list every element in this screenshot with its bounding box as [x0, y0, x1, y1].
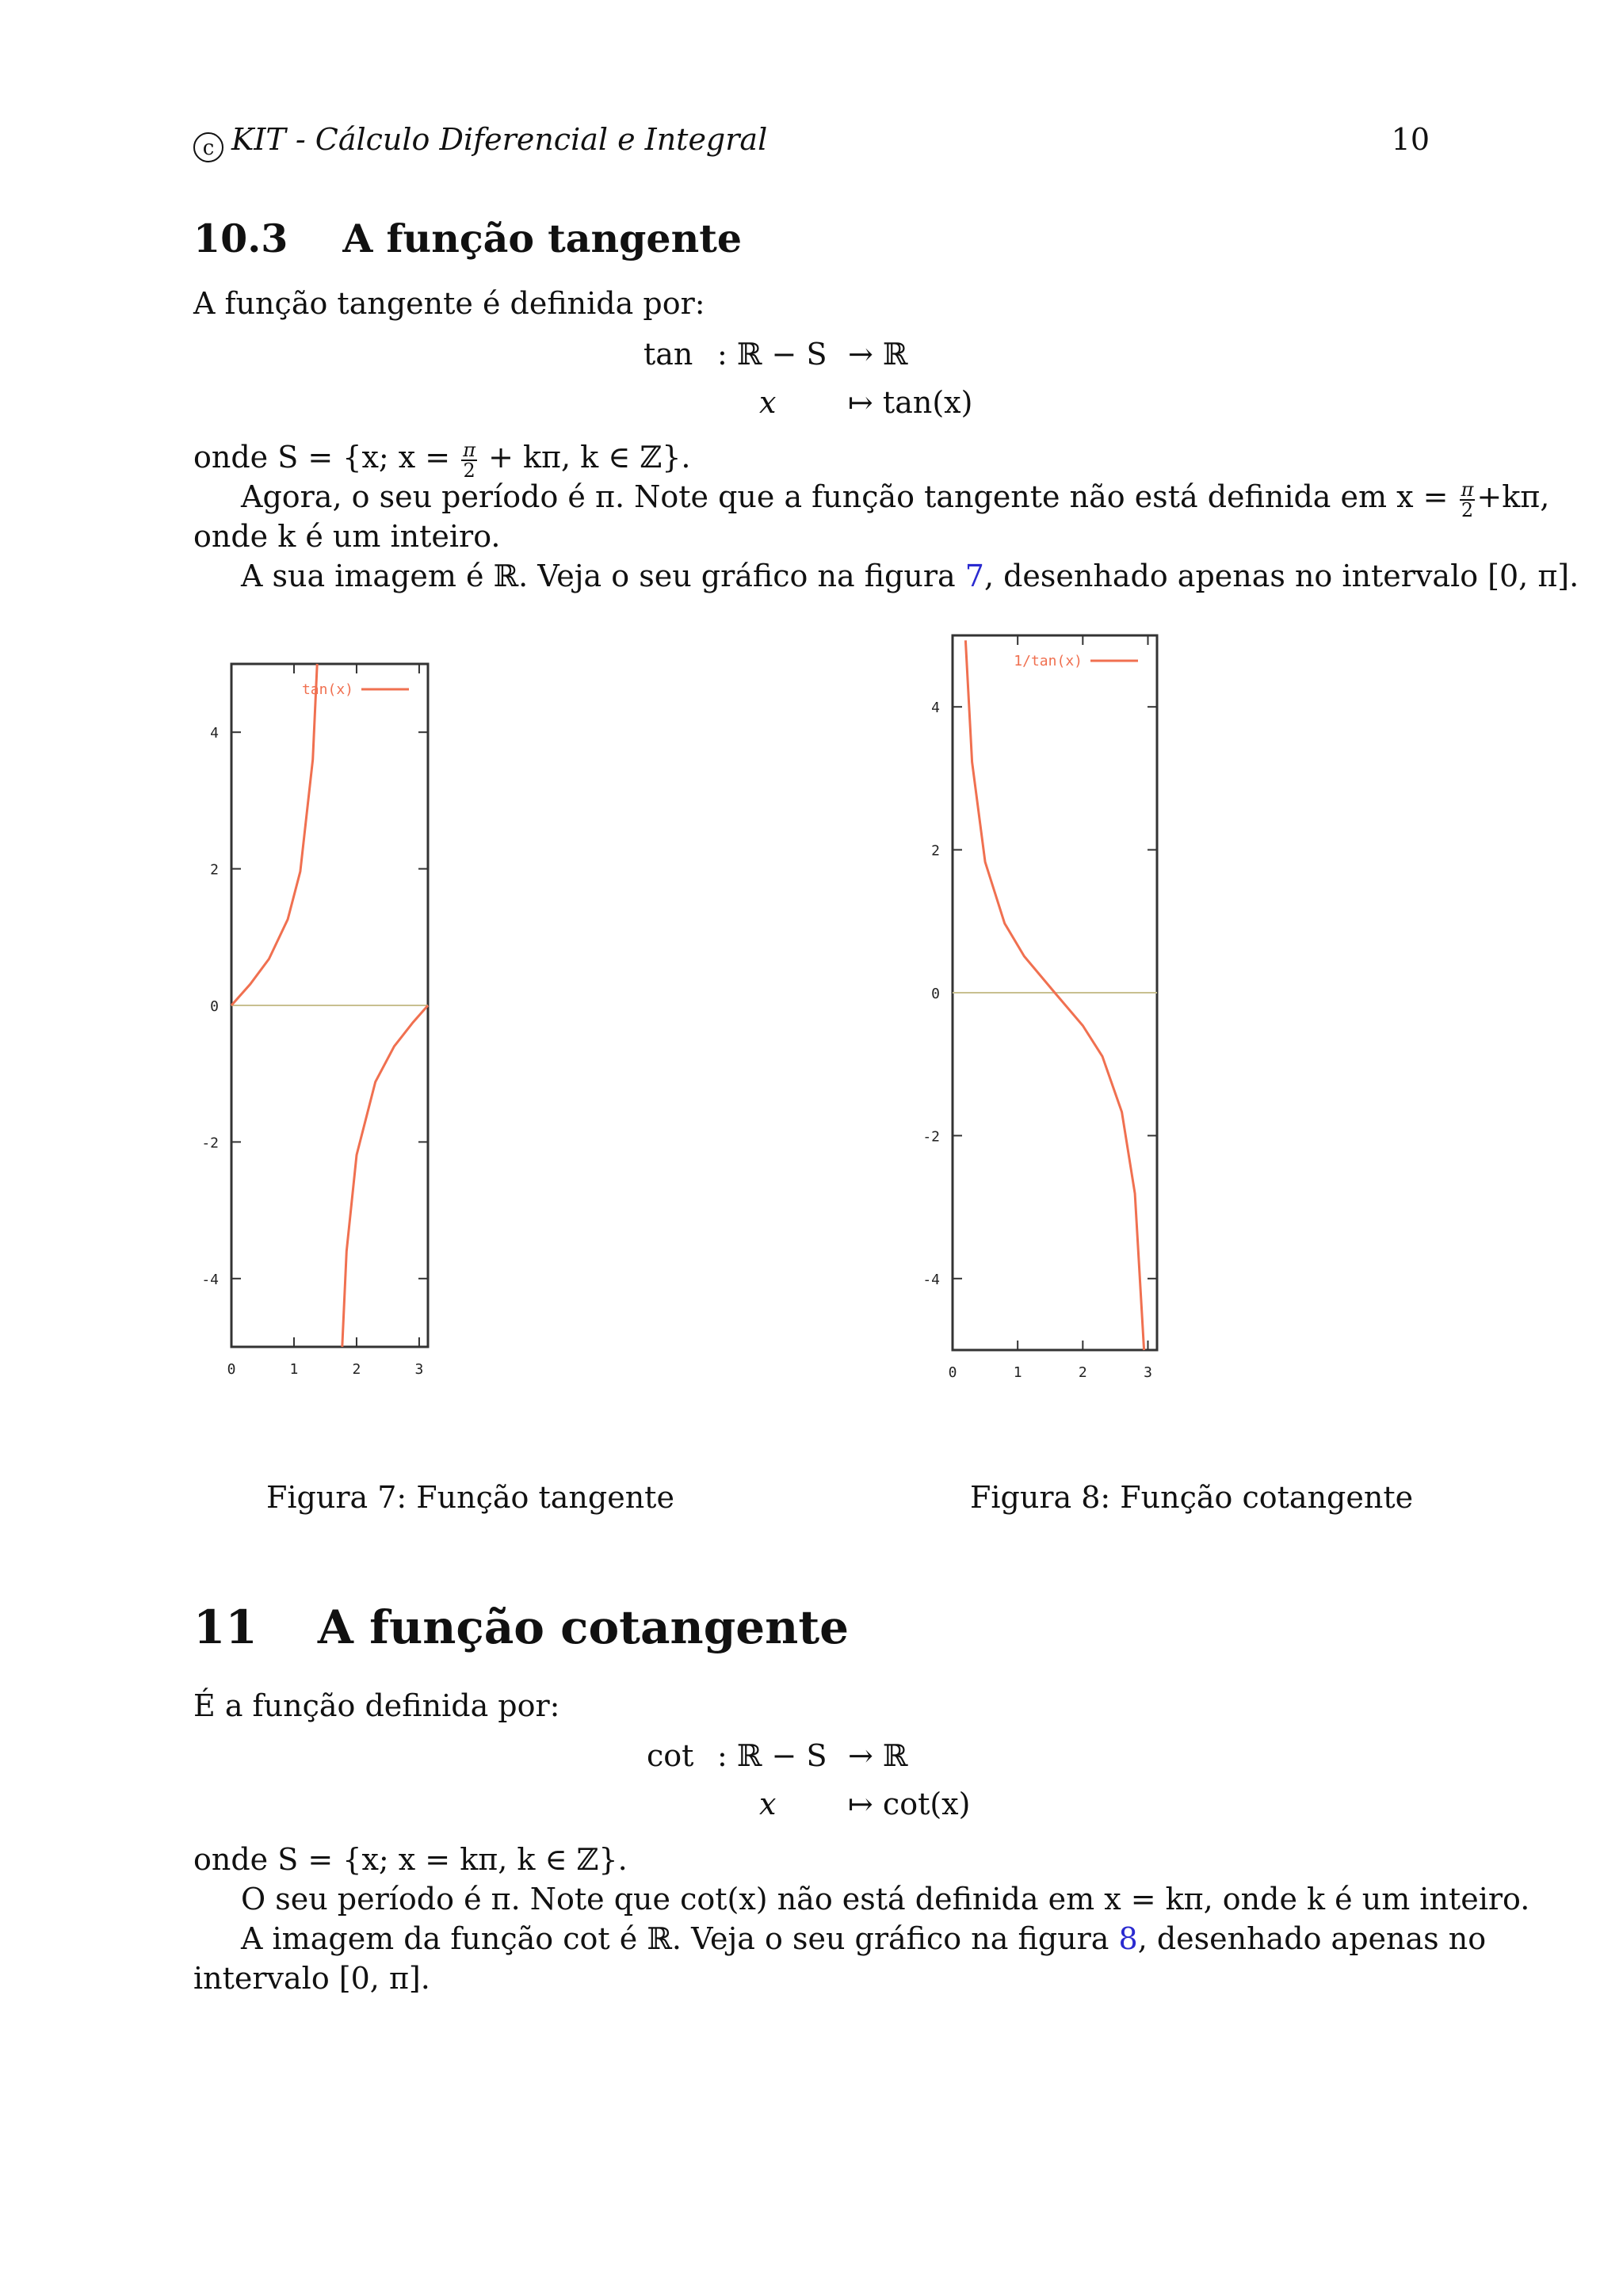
cot-image-text: A imagem da função cot é ℝ. Veja o seu gráfico na figura — [241, 1921, 1119, 1956]
figure-8-caption: Figura 8: Função cotangente — [970, 1480, 1414, 1515]
cot-map-var: x — [759, 1787, 777, 1821]
cot-x-tick-label: 3 — [1144, 1364, 1152, 1381]
tan-chart — [182, 650, 452, 1379]
cot-domain-exclusion: onde S = {x; x = kπ, k ∈ ℤ}. — [193, 1842, 628, 1877]
tan-map-codomain: → ℝ — [848, 337, 908, 372]
tan-onde-suffix: + kπ, k ∈ ℤ}. — [488, 440, 691, 475]
cot-y-tick-label: 0 — [931, 986, 940, 1002]
tan-x-tick-label: 0 — [227, 1361, 236, 1378]
tan-y-tick-label: -2 — [201, 1135, 219, 1152]
cot-paragraph-image — [241, 1919, 1486, 1958]
pi-over-two-fraction — [1460, 480, 1476, 520]
cot-paragraph-period: O seu período é π. Note que cot(x) não está definida em x = kπ, onde k é um inteiro. — [241, 1882, 1530, 1917]
cot-map-domain: : ℝ − S — [717, 1738, 827, 1773]
cot-map-codomain: → ℝ — [848, 1738, 908, 1773]
cot-x-tick-label: 2 — [1078, 1364, 1087, 1381]
tan-y-tick-label: 0 — [210, 998, 219, 1015]
tan-domain-exclusion — [193, 437, 690, 480]
tan-period-text: Agora, o seu período é π. Note que a função tangente não está definida em x = — [241, 479, 1449, 514]
header-title: KIT - Cálculo Diferencial e Integral — [231, 122, 768, 157]
cot-map-rule: ↦ cot(x) — [848, 1787, 971, 1821]
cot-y-tick-label: 4 — [931, 700, 940, 717]
section-number: 10.3 — [193, 215, 288, 261]
figure-7-link[interactable]: 7 — [964, 559, 984, 593]
section-title: A função tangente — [342, 215, 743, 261]
pi-over-two-fraction — [461, 438, 477, 482]
cot-intro: É a função definida por: — [193, 1688, 560, 1723]
cot-y-tick-label: -4 — [922, 1271, 940, 1288]
section-title: A função cotangente — [317, 1600, 850, 1654]
tan-period-tail: +kπ, — [1476, 479, 1550, 514]
tan-y-tick-label: -4 — [201, 1271, 219, 1288]
cot-x-tick-label: 1 — [1013, 1364, 1022, 1381]
tan-image-text: A sua imagem é ℝ. Veja o seu gráfico na figura — [241, 559, 965, 593]
cot-interval-note: intervalo [0, π]. — [193, 1961, 430, 1996]
tan-x-tick-label: 2 — [352, 1361, 361, 1378]
section-number: 11 — [193, 1600, 258, 1654]
tan-image-tail: , desenhado apenas no intervalo [0, π]. — [983, 559, 1579, 593]
running-header — [193, 122, 1430, 162]
tan-x-tick-label: 1 — [289, 1361, 299, 1378]
section-heading-cotangent — [193, 1600, 849, 1654]
fraction-denominator: 2 — [1461, 498, 1474, 521]
cot-chart — [903, 626, 1173, 1394]
tan-x-tick-label: 3 — [414, 1361, 424, 1378]
tan-intro: A função tangente é definida por: — [193, 286, 705, 321]
page-number: 10 — [1391, 122, 1430, 157]
cot-legend-label: 1/tan(x) — [1014, 653, 1083, 669]
fraction-numerator: π — [1461, 478, 1474, 501]
tan-onde-prefix: onde S = {x; x = — [193, 440, 451, 475]
cot-y-tick-label: -2 — [922, 1128, 940, 1146]
tan-map-domain: : ℝ − S — [717, 337, 827, 372]
fraction-numerator: π — [463, 438, 475, 461]
cot-x-tick-label: 0 — [948, 1364, 957, 1381]
tan-integer-note: onde k é um inteiro. — [193, 519, 501, 554]
figure-7-caption: Figura 7: Função tangente — [266, 1480, 674, 1515]
copyright-icon: c — [193, 132, 223, 162]
fraction-denominator: 2 — [463, 459, 475, 482]
figure-8-link[interactable]: 8 — [1118, 1921, 1138, 1956]
tan-y-tick-label: 2 — [210, 861, 219, 879]
cot-image-tail: , desenhado apenas no — [1137, 1921, 1487, 1956]
tan-y-tick-label: 4 — [210, 725, 219, 742]
tan-map-name: tan — [643, 337, 693, 372]
tan-paragraph-image — [241, 556, 1579, 596]
cot-map-name: cot — [647, 1738, 694, 1773]
tan-legend-label: tan(x) — [301, 681, 353, 698]
section-heading-tangent — [193, 215, 742, 261]
tan-map-rule: ↦ tan(x) — [848, 385, 973, 420]
tan-paragraph-period — [241, 477, 1549, 520]
tan-map-var: x — [759, 385, 777, 420]
cot-y-tick-label: 2 — [931, 842, 940, 860]
